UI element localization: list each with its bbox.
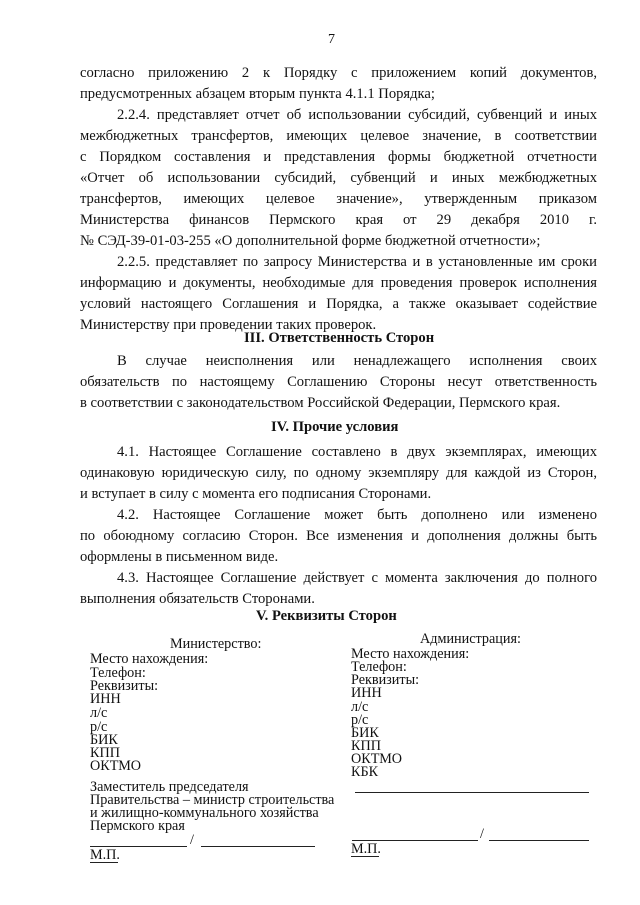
ministry-field: БИК: [90, 732, 118, 748]
administration-field: КПП: [351, 738, 381, 754]
ministry-signer: Заместитель председателя: [90, 779, 249, 795]
ministry-field: КПП: [90, 745, 120, 761]
administration-field: ИНН: [351, 685, 382, 701]
administration-stamp: М.П.: [351, 841, 381, 857]
administration-field: р/с: [351, 712, 369, 728]
ministry-field: р/с: [90, 719, 108, 735]
body-line: 2.2.4. представляет отчет об использовании субсидий, субвенций и иных: [117, 107, 597, 123]
ministry-field: ИНН: [90, 691, 121, 707]
administration-field: ОКТМО: [351, 751, 403, 767]
ministry-field: ОКТМО: [90, 758, 142, 774]
administration-name-line: [489, 840, 589, 841]
administration-slash: /: [480, 826, 484, 842]
section-heading: V. Реквизиты Сторон: [256, 608, 397, 624]
body-line: трансфертов, имеющих целевое значение», утвержденным приказом: [80, 191, 597, 207]
ministry-field: Телефон:: [90, 665, 146, 681]
body-line: предусмотренных абзацем вторым пункта 4.1.1 Порядка;: [80, 86, 435, 102]
body-line: В случае неисполнения или ненадлежащего исполнения своих: [117, 353, 597, 369]
body-line: и вступает в силу с момента его подписания Сторонами.: [80, 486, 432, 502]
ministry-stamp-underline: [90, 862, 118, 863]
ministry-stamp: М.П.: [90, 847, 120, 863]
body-line: Министерства финансов Пермского края от 29 декабря 2010 г.: [80, 212, 597, 228]
body-line: по обоюдному согласию Сторон. Все изменения и дополнения должны быть: [80, 528, 597, 544]
administration-field: КБК: [351, 764, 379, 780]
body-line: условий настоящего Соглашения и Порядка, а также оказывает содействие: [80, 296, 597, 312]
body-line: межбюджетных трансфертов, имеющих целевое значение, в соответствии: [80, 128, 597, 144]
body-line: обязательств по настоящему Соглашению Стороны несут ответственность: [80, 374, 597, 390]
ministry-signer: Пермского края: [90, 818, 185, 834]
body-line: одинаковую юридическую силу, по одному экземпляру для каждой из Сторон,: [80, 465, 597, 481]
administration-field: л/с: [351, 699, 369, 715]
body-line: согласно приложению 2 к Порядку с приложением копий документов,: [80, 65, 597, 81]
body-line: «Отчет об использовании субсидий, субвенций и иных межбюджетных: [80, 170, 597, 186]
body-line: 4.3. Настоящее Соглашение действует с момента заключения до полного: [117, 570, 597, 586]
administration-stamp-underline: [351, 856, 379, 857]
administration-field: БИК: [351, 725, 379, 741]
ministry-name-line: [201, 846, 315, 847]
ministry-field: Реквизиты:: [90, 678, 159, 694]
administration-title: Администрация:: [420, 631, 521, 647]
ministry-title: Министерство:: [170, 636, 262, 652]
administration-top-line: [355, 792, 589, 793]
administration-field: Место нахождения:: [351, 646, 470, 662]
ministry-signer: Правительства – министр строительства: [90, 792, 335, 808]
ministry-field: л/с: [90, 705, 108, 721]
section-heading: IV. Прочие условия: [271, 419, 399, 435]
body-line: в соответствии с законодательством Российской Федерации, Пермского края.: [80, 395, 561, 411]
body-line: оформлены в письменном виде.: [80, 549, 279, 565]
body-line: 4.2. Настоящее Соглашение может быть дополнено или изменено: [117, 507, 597, 523]
body-line: 4.1. Настоящее Соглашение составлено в двух экземплярах, имеющих: [117, 444, 597, 460]
section-heading: III. Ответственность Сторон: [244, 330, 435, 346]
ministry-signer: и жилищно-коммунального хозяйства: [90, 805, 319, 821]
ministry-slash: /: [190, 832, 194, 848]
page-number: 7: [328, 32, 335, 47]
body-line: Министерству при проведении таких проверок.: [80, 317, 377, 333]
administration-field: Телефон:: [351, 659, 407, 675]
body-line: 2.2.5. представляет по запросу Министерства и в установленные им сроки: [117, 254, 597, 270]
body-line: информацию и документы, необходимые для проведения проверок исполнения: [80, 275, 597, 291]
body-line: с Порядком составления и представления формы бюджетной отчетности: [80, 149, 597, 165]
body-line: выполнения обязательств Сторонами.: [80, 591, 315, 607]
administration-field: Реквизиты:: [351, 672, 420, 688]
ministry-field: Место нахождения:: [90, 651, 209, 667]
body-line: № СЭД-39-01-03-255 «О дополнительной форме бюджетной отчетности»;: [80, 233, 541, 249]
